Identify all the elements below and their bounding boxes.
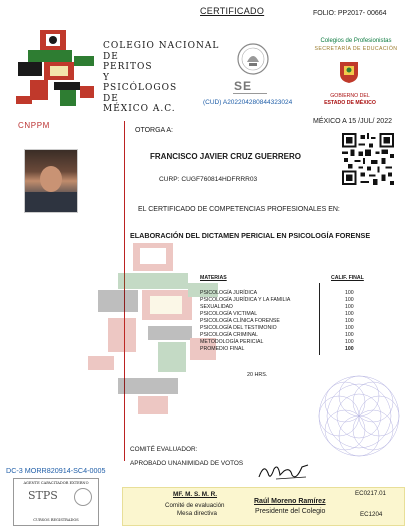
average-row: PROMEDIO FINAL [200,346,245,352]
cud-code: (CUD) A202204280844323024 [203,99,293,106]
stps-badge [13,478,99,526]
college-name [103,41,219,115]
president-role: Presidente del Colegio [255,508,326,515]
committee-label: COMITÉ EVALUADOR: [130,446,198,453]
president-name: Raúl Moreno Ramírez [254,498,326,505]
subject-row: PSICOLOGÍA JURÍDICA [200,290,258,296]
committee-signer-name: MF. M. S. M. R. [173,491,218,498]
state-government-label [312,93,388,106]
college-name-line: MÉXICO A.C. [103,104,176,114]
college-name-line: COLEGIO NACIONAL [103,41,220,51]
dc3-registration: DC-3 MORR820914-SC4-0005 [6,466,106,475]
ec-code: EC0217.01 [355,490,386,497]
photo-suit [25,192,77,212]
college-name-line: PERITOS [103,62,153,72]
gov-line: GOBIERNO DEL [330,93,370,99]
grade-cell: 100 [345,297,354,303]
college-name-line: DE [103,51,119,62]
grade-cell: 100 [345,318,354,324]
subject-row: PSICOLOGÍA JURÍDICA Y LA FAMILIA [200,297,291,303]
colegios-profesionistas-label [310,38,402,53]
grade-cell: 100 [345,290,354,296]
stps-top-label: AGENTE CAPACITADOR EXTERNO [23,481,89,485]
state-shield-icon [338,60,360,84]
recipient-curp: CURP: CUGF760814HDFRRR03 [159,176,258,183]
course-hours: 20 HRS. [247,372,268,378]
certificate-statement: EL CERTIFICADO DE COMPETENCIAS PROFESIONALES EN: [138,206,340,213]
subject-row: METODOLOGÍA PERICIAL [200,339,264,345]
se-divider [233,93,267,94]
se-logo: SE [234,79,253,93]
average-grade: 100 [345,346,354,352]
issue-date: MÉXICO A 15 /JUL/ 2022 [313,118,392,125]
grade-cell: 100 [345,332,354,338]
college-name-line: Y [103,72,110,83]
subject-row: PSICOLOGÍA DEL TESTIMONIO [200,325,277,331]
approval-text: APROBADO UNANIMIDAD DE VOTOS [130,460,244,467]
gov-line: ESTADO DE MÉXICO [324,99,376,106]
security-rosette [316,373,402,459]
signature-image [256,461,312,483]
recipient-photo [24,149,78,213]
national-seal-icon [236,42,270,76]
subject-row: PSICOLOGÍA VICTIMAL [200,311,258,317]
grades-header-subject: MATERIAS [200,275,227,281]
grades-divider [319,283,320,355]
stps-logo: STPS [28,489,58,502]
college-acronym: CNPPM [18,121,50,130]
certificate-title: CERTIFICADO [200,6,265,16]
grades-header-grade: CALIF. FINAL [331,275,364,281]
college-name-line: DE [103,93,119,104]
codex-figure-logo [10,26,102,112]
recipient-name: FRANCISCO JAVIER CRUZ GUERRERO [150,152,301,161]
photo-face [40,166,62,192]
grade-cell: 100 [345,325,354,331]
subject-row: SEXUALIDAD [200,304,233,310]
granted-to-label: OTORGA A: [135,127,173,134]
cp-title: Colegios de Profesionistas [320,38,392,44]
subject-row: PSICOLOGÍA CRIMINAL [200,332,258,338]
cp-subtitle: SECRETARÍA DE EDUCACIÓN [314,45,398,52]
stps-bottom-label: CURSOS REGISTRADOS [33,518,79,522]
ec-code: EC1204 [360,511,383,518]
grade-cell: 100 [345,339,354,345]
qr-code[interactable] [342,133,394,185]
committee-signer-role: Mesa directiva [177,510,217,517]
subject-row: PSICOLOGÍA CLÍNICA FORENSE [200,318,280,324]
grade-cell: 100 [345,304,354,310]
specialty-title: ELABORACIÓN DEL DICTAMEN PERICIAL EN PSICOLOGÍA FORENSE [130,231,371,240]
stps-emblem-icon [74,488,92,506]
committee-signer-role: Comité de evaluación [165,502,225,509]
grade-cell: 100 [345,311,354,317]
college-name-line: PSICÓLOGOS [103,83,178,93]
folio-number: FOLIO: PP2017- 00664 [313,10,387,17]
